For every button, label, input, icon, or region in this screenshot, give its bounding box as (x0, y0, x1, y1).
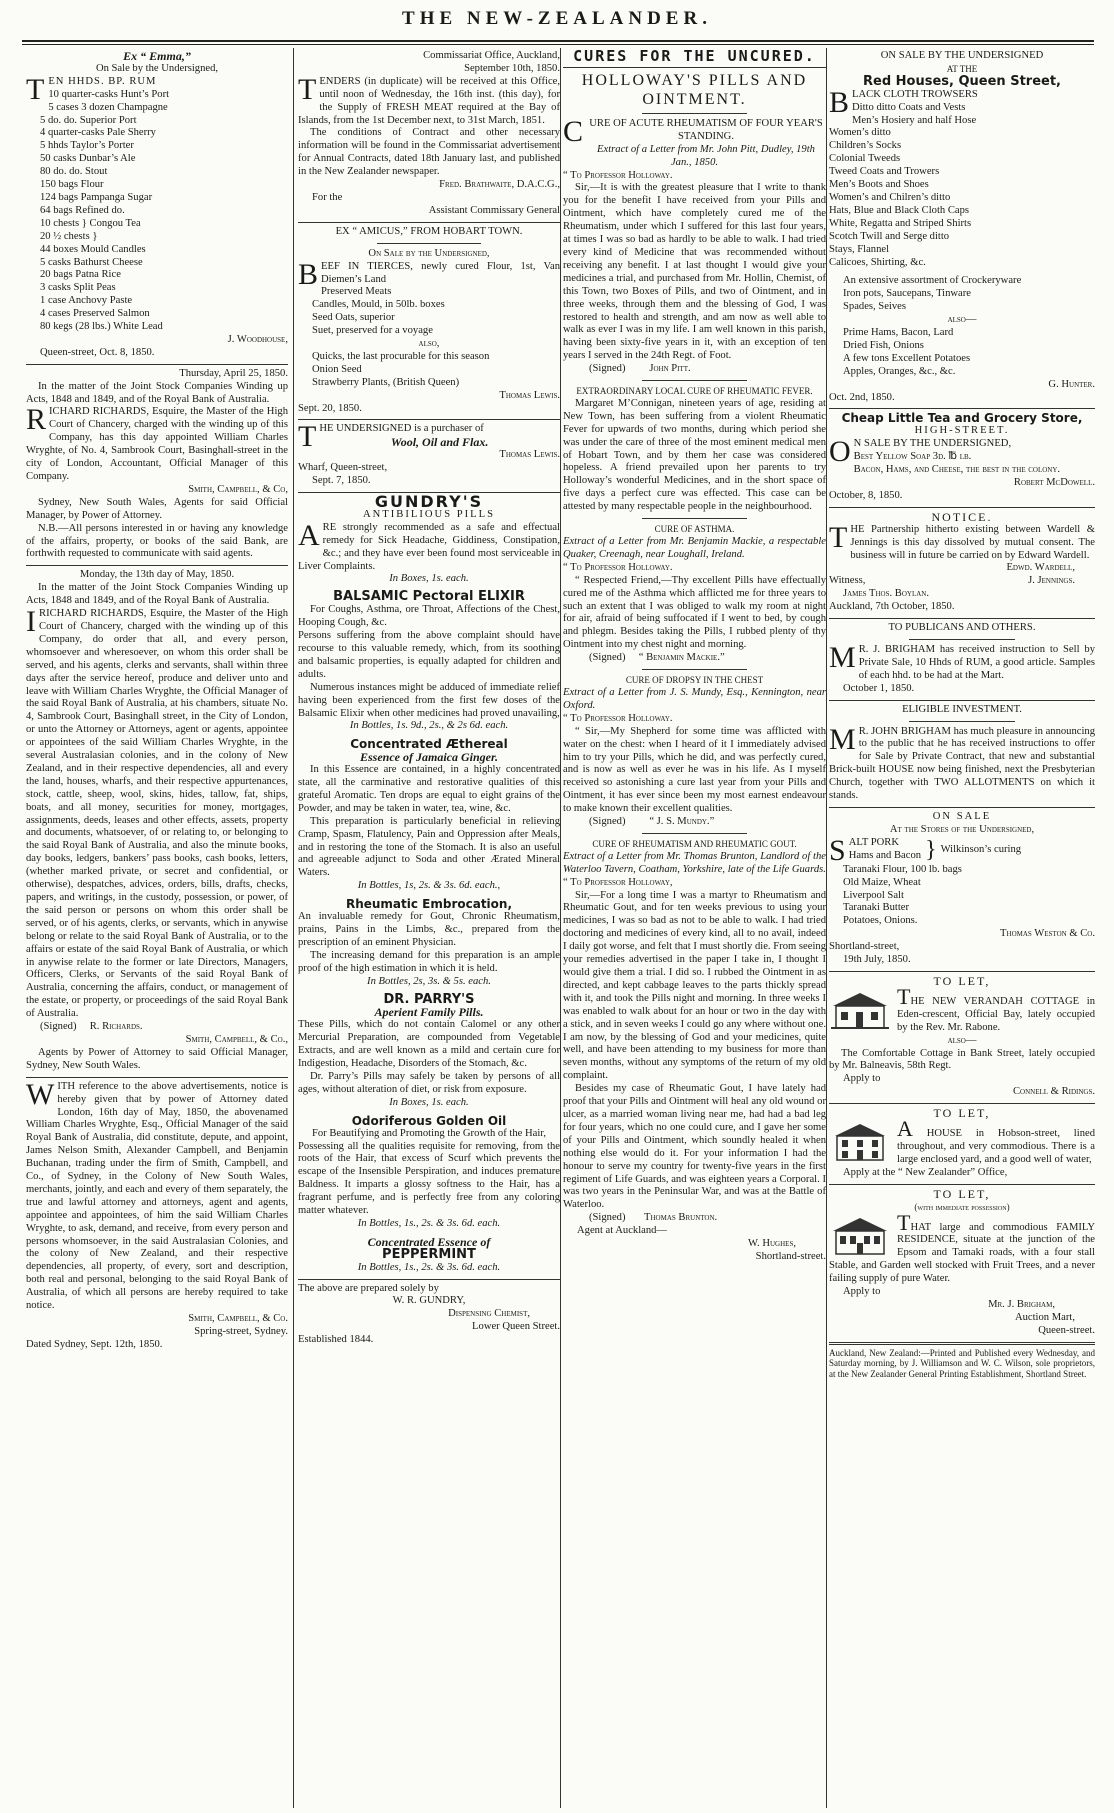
list-item: Children’s Socks (829, 140, 902, 152)
ad-body-3: Numerous instances might be adduced of immediate relief having been experienced from the first few doses of the Balsamic Elixir when other medicines had proved unavailing, (298, 681, 560, 719)
testimonial-asthma (563, 523, 826, 665)
list-item: Women’s ditto (829, 127, 891, 139)
ad-signature: Thomas Lewis. (499, 449, 560, 461)
list-item: 20 bags Patna Rice (40, 269, 121, 281)
list-item: 5 cases 3 dozen Champagne (48, 101, 168, 113)
ad-signature: Thomas Weston & Co. (1000, 928, 1095, 940)
ad-golden-oil (298, 1115, 560, 1231)
ad-date: Auckland, 7th October, 1850. (829, 601, 955, 613)
ad-signature: Thomas Lewis. (499, 389, 560, 401)
ad-amicus (298, 226, 560, 416)
tender-signature: Fred. Brathwaite, D.A.C.G., (439, 179, 560, 191)
ad-body: An invaluable remedy for Gout, Chronic Rheumatism, prains, Pains in the Limbs, &c., prepared from the prescription of an eminent Physician. (298, 911, 560, 948)
list-item: Taranaki Flour, 100 lb. bags (843, 863, 962, 875)
signatory-3: Queen-street. (1038, 1324, 1095, 1336)
notice-date: Thursday, April 25, 1850. (179, 367, 288, 379)
tender-office: Commissariat Office, Auckland, (423, 50, 560, 61)
ad-body-2: This preparation is particularly beneficial in relieving Cramp, Spasm, Flatulency, Pain and Oppression after Meals, and in restoring the tone of the Stomach. It is also an useful and agreeable adjunct to Soda and other Ærated Mineral Waters. (298, 815, 560, 879)
ad-price: In Bottles, 1s. 9d., 2s., & 2s 6d. each. (349, 720, 509, 732)
list-item: Scotch Twill and Serge ditto (829, 230, 950, 242)
signed-label: (Signed) (40, 1021, 77, 1033)
prep-role: Dispensing Chemist, (448, 1308, 530, 1320)
ad-street: HIGH-STREET. (914, 425, 1010, 437)
drop-cap: M (829, 640, 856, 674)
drop-cap: I (26, 605, 36, 639)
house-illustration (829, 990, 891, 1030)
notice-signature-detail: Agents by Power of Attorney to said Official Manager, Sydney, New South Wales. (26, 1046, 288, 1071)
ad-title: DR. PARRY'S (383, 991, 475, 1007)
holloway-banner: CURES FOR THE UNCURED. (573, 50, 816, 65)
holloway-title-2: OINTMENT. (642, 90, 747, 108)
ad-title: NOTICE. (931, 509, 993, 524)
masthead-rule-thin (22, 44, 1094, 45)
list-item: 10 chests } Congou Tea (40, 217, 141, 229)
ad-title: Concentrated Essence of (367, 1234, 491, 1249)
drop-cap: T (897, 1209, 911, 1235)
ad-body: In this Essence are contained, in a highly concentrated state, all the carminative and restorative qualities of this grateful Aromatic. Ten drops are equal to eight grains of the Powder, and may be taken in water, tea, wine, &c. (298, 764, 560, 814)
ad-body: HAT large and commodious FAMILY RESIDENCE, situate at the junction of the Epsom and Tamaki roads, with a four stall Stable, and Garden well stocked with Fruit Trees, and a never failing supply of pure Water. (829, 1221, 1095, 1285)
testimonial-body: “ Respected Friend,—Thy excellent Pills have effectually cured me of the Asthma which afflicted me for three years to such an extent that I was obliged to walk my room at night for air, afraid of being suffocated if I went to bed, by cough and phlegm. Besides taking the Pills, I rubbed plenty of thy Ointment into my chest night and morning. (563, 574, 826, 651)
list-item: 5 hhds Taylor’s Porter (40, 140, 134, 152)
ad-body: HOUSE in Hobson-street, lined throughout, and very commodious. There is a large enclosed yard, and a good well of water, (897, 1128, 1095, 1165)
list-item: 10 quarter-casks Hunt’s Port (48, 88, 170, 100)
list-item: 1 case Anchovy Paste (40, 295, 133, 307)
list-item: Preserved Meats (321, 286, 392, 298)
ad-line: Best Yellow Soap 3d. ℔ lb. (853, 451, 972, 463)
ad-body: HE Partnership hitherto existing between Wardell & Jennings is this day dissolved by mutual consent. The business will in future be carried on by Edward Wardell. (850, 523, 1095, 561)
witness-label: Witness, (829, 575, 866, 587)
testimonial-heading: EXTRAORDINARY LOCAL CURE OF RHEUMATIC FEVER. (576, 386, 813, 397)
testimonial-heading: CURE OF DROPSY IN THE CHEST (625, 675, 764, 686)
list-item: Iron pots, Saucepans, Tinware (843, 288, 971, 300)
drop-cap: M (829, 722, 856, 756)
ad-title: TO PUBLICANS AND OTHERS. (888, 622, 1036, 634)
ad-apply: Apply to (843, 1286, 881, 1298)
list-item: 124 bags Pampanga Sugar (40, 191, 153, 203)
list-item: 150 bags Flour (40, 179, 104, 191)
drop-cap: T (897, 983, 911, 1009)
testimonial-fever (563, 385, 826, 514)
ad-title-2: Aperient Family Pills. (374, 1005, 484, 1020)
house-illustration (829, 1122, 891, 1162)
ad-gundry (298, 492, 560, 586)
testimonial-extract: Extract of a Letter from Mr. Thomas Brunton, Landlord of the Waterloo Tavern, Coatham, Yorkshire, late of the Life Guards. (563, 850, 826, 875)
signed-name: Thomas Brunton. (644, 1212, 718, 1224)
notice-date: Monday, the 13th day of May, 1850. (79, 569, 235, 581)
drop-cap: O (829, 435, 851, 469)
prep-line: The above are prepared solely by (298, 1282, 439, 1294)
ad-price: In Boxes, 1s. each. (389, 573, 469, 585)
ad-title: GUNDRY'S (374, 492, 484, 511)
ad-parry (298, 991, 560, 1110)
ad-title: Red Houses, Queen Street, (863, 73, 1061, 89)
drop-cap: T (829, 520, 848, 554)
also-label: also, (418, 338, 440, 350)
notice-may (26, 569, 288, 1072)
holloway-title: HOLLOWAY'S PILLS AND (581, 71, 808, 89)
ad-emma (26, 50, 288, 360)
ad-first-line: LACK CLOTH TROWSERS (852, 88, 978, 100)
list-item: Ditto ditto Coats and Vests (852, 101, 966, 113)
ad-body: R. J. BRIGHAM has received instruction to Sell by Private Sale, 10 Hhds of RUM, a good article. Samples of each hhd. to be had at the Mart. (858, 643, 1095, 681)
goods-list (829, 864, 1095, 929)
drop-cap: R (26, 403, 47, 437)
testimonial-body: Sir,—It is with the greatest pleasure that I write to thank you for the benefit I have received from your Pills and Ointment, which have completely cured me of the Rheumatism, under which I suffered for this last four years, at times I was so bad as hardly to be able to walk. I had tried every kind of Medicine that was recommended without receiving any benefit. I at last thought I would give your medicines a trial, and purchased from Mr. Hollin, Chemist, of this Town, two Boxes of Pills, and two of Ointment, and in three weeks, through them and the blessing of God, I was restored to health and strength, and am now as well able to walk as ever I was in my life. I am well known in this parish, having been sixty-five years in it, with an exception of ten years I served in the 24th Regt. of Foot. (563, 182, 826, 362)
list-item: Calicoes, Shirting, &c. (829, 256, 926, 268)
ad-title: ON SALE (932, 810, 992, 822)
notice-signature: Smith, Campbell, & Co., (185, 1033, 288, 1045)
ad-wool (298, 420, 560, 488)
ad-red-houses (829, 50, 1095, 404)
ad-body: HE NEW VERANDAH COTTAGE in Eden-crescent, Official Bay, lately occupied by the Rev. Mr. Rabone. (897, 995, 1095, 1033)
ad-body: These Pills, which do not contain Calomel or any other Mercurial Preparation, are compounded from Vegetable Extracts, and are well known as a mild and certain cure for Indigestion, Headache, Disorders of the Stomach, &c. (298, 1019, 560, 1070)
column-rule (826, 48, 827, 1808)
ad-title-2: PEPPERMINT (382, 1246, 476, 1262)
ad-price: In Boxes, 1s. each. (389, 1096, 469, 1108)
signed-name: John Pitt. (649, 363, 691, 375)
agent-address: Shortland-street. (755, 1250, 826, 1262)
ad-title: BALSAMIC Pectoral ELIXIR (333, 589, 525, 605)
ad-body-2: The increasing demand for this preparation is an ample proof of the high estimation in which it is held. (298, 949, 560, 974)
ad-publicans (829, 622, 1095, 696)
ad-line-2: Hams and Bacon (848, 850, 922, 862)
drop-cap: B (829, 85, 850, 119)
ad-to-let-cottage (829, 975, 1095, 1099)
goods-list (26, 89, 288, 334)
ad-brace-note: Wilkinson’s curing (940, 843, 1022, 855)
drop-cap: S (829, 833, 846, 867)
signed-label: (Signed) (589, 816, 626, 828)
ad-peppermint (298, 1236, 560, 1275)
ad-first-line: HE UNDERSIGNED is a purchaser of (319, 423, 484, 435)
tender-for: For the (312, 191, 343, 203)
tender-role: Assistant Commissary General (428, 204, 560, 216)
ad-at: AT THE (946, 63, 978, 74)
notice-intro: In the matter of the Joint Stock Companies Winding up Acts, 1848 and 1849, and of the Royal Bank of Australia. (26, 380, 288, 405)
house-illustration (829, 1216, 891, 1256)
prep-established: Established 1844. (298, 1334, 374, 1346)
list-item: Men’s Hosiery and half Hose (852, 114, 977, 126)
ad-title: TO LET, (933, 974, 991, 988)
ad-subtitle: (with immediate possession) (914, 1201, 1010, 1212)
ad-price: In Bottles, 1s., 2s. & 3s. 6d. each. (357, 1261, 501, 1273)
testimonial-extract: Extract of a Letter from J. S. Mundy, Esq., Kennington, near Oxford. (563, 686, 826, 711)
ad-title: Concentrated Æthereal (350, 737, 508, 752)
ad-line: ALT PORK (848, 837, 900, 849)
ad-apply: Apply to (843, 1073, 881, 1085)
list-item: 80 kegs (28 lbs.) White Lead (40, 321, 163, 333)
ad-ginger (298, 738, 560, 893)
also-label: also— (947, 314, 977, 326)
notice-nb: N.B.—All persons interested in or having any knowledge of the affairs, property, or books of the said Bank, are forthwith requested to communicate with said agents. (26, 522, 288, 560)
ad-eligible-investment (829, 704, 1095, 803)
agent-label: Agent at Auckland— (577, 1225, 668, 1237)
list-item: Dried Fish, Onions (843, 339, 924, 351)
ad-body: For Coughs, Asthma, ore Throat, Affections of the Chest, Hooping Cough, &c. (298, 604, 560, 629)
testimonial-heading: CURE OF ASTHMA. (654, 524, 735, 535)
notice-april (26, 368, 288, 562)
ad-title: EX “ AMICUS,” FROM HOBART TOWN. (335, 225, 523, 237)
signed-label: (Signed) (589, 1212, 626, 1224)
brace-glyph: } (925, 836, 937, 863)
ad-product: Wool, Oil and Flax. (390, 435, 489, 450)
ad-to-let-residence (829, 1188, 1095, 1338)
notice-signature: Smith, Campbell, & Co. (188, 1313, 288, 1324)
testimonial-extract: Extract of a Letter from Mr. John Pitt, Dudley, 19th Jan., 1850. (597, 143, 815, 168)
tender-body-2: The conditions of Contract and other necessary information will be found in the Commissariat advertisement for Annual Contracts, dated 18th January last, and published in the New Zealander newspaper. (298, 127, 560, 178)
signatory-2: Auction Mart, (1014, 1311, 1075, 1323)
notice-with-reference (26, 1077, 288, 1352)
drop-cap: A (298, 518, 320, 552)
ad-price: In Bottles, 1s., 2s. & 3s. 6d. each. (357, 1217, 501, 1229)
ad-line-2: Bacon, Hams, and Cheese, the best in the colony. (853, 464, 1061, 476)
list-item: 64 bags Refined do. (40, 204, 125, 216)
agent-name: W. Hughes, (748, 1238, 796, 1250)
notice-body: RICHARD RICHARDS, Esquire, the Master of the High Court of Chancery, charged with the winding up of this Company, do order that all, and every person, whomsoever and wheresoever, on whom this order shall be served, and his agents, clerks and servants, shall within three days after the service hereof, produce and deliver unto and leave with William Charles Wryghte, the Official Manager of the said Royal Bank of Australia, at his chambers, situate No. 4, Sambrook Court, Basinghall street, in the City of London, or unto the Attorney or Attorneys, agent or agents, appointee or appointees of the said William Charles Wryghte, in the several Australasian colonies, and in the colony of New Zealand, and in their respective dependencies, all and every the land, houses, wharfs, and their respective appurtenances, stock, cattle, sheep, wool, skins, hides, tallow, fat, ships, boats, and all money, securities for money, mortgages, assignments, deeds, leases and other effects, assets, property and documents, whatsoever, of or relating to, or belonging to the said Royal Bank of Australia, and also the minute books, day books, ledgers, bankers’ pass books, cash books, letters, (whether marked private, or secret and confidential, or otherwise), despatches, advices, orders, bills, drafts, checks, papers, and writings, in the custody, possession, or power, of the said person or persons on whom this order shall be served, or of his agents, clerks, or servants, which in anywise belong or relate to the said Royal Bank of Australia, or to the affairs or estate of the said Royal Bank of Australia, or which in anywise relate to the former or late Directors, Managers, Officers, Clerks, or Servants of the said Royal Bank of Australia, concerning the affairs, conduct, or management of the estate, or property, or proceedings of the said Royal Bank of Australia. (26, 608, 288, 1020)
ad-body-2: Dr. Parry’s Pills may safely be taken by persons of all ages, without alteration of diet, or risk from exposure. (298, 1070, 560, 1095)
list-item: 20 ½ chests } (40, 230, 98, 242)
list-item: A few tons Excellent Potatoes (843, 352, 971, 364)
list-item: 80 do. do. Stout (40, 166, 108, 178)
drop-cap: C (563, 114, 584, 148)
ad-subtitle: At the Stores of the Undersigned, (889, 823, 1035, 835)
testimonial-to: “ To Professor Holloway. (563, 712, 673, 724)
list-item: White, Regatta and Striped Shirts (829, 217, 972, 229)
tender-date: September 10th, 1850. (464, 62, 560, 74)
list-item: 5 casks Bathurst Cheese (40, 256, 143, 268)
masthead: THE NEW-ZEALANDER. (402, 8, 712, 29)
list-item: Taranaki Butter (843, 902, 910, 914)
testimonial-body-2: Besides my case of Rheumatic Gout, I have lately had proof that your Pills and Ointment will heal any old wound or ulcer, as a married woman living near me, had had a bad leg for four years, which no one could cure, and I gave her some of your Pills and Ointment, which soundly healed it when nothing else would do it. For your information I had the honour to serve my country for twenty-five years in the first regiment of Life Guards, and was eighteen years a Corporal. I was two years in the Peninsular War, and was at the Battle of Waterloo. (563, 1083, 826, 1211)
ad-date: October 1, 1850. (843, 682, 915, 694)
ad-date: Oct. 2nd, 1850. (829, 391, 895, 403)
ad-signature: J. Woodhouse, (227, 333, 288, 345)
list-item: 4 cases Preserved Salmon (40, 308, 150, 320)
list-item: Women’s and Chilren’s ditto (829, 191, 951, 203)
signed-name: “ Benjamin Mackie.” (638, 652, 725, 664)
ad-date: 19th July, 1850. (843, 954, 911, 966)
ad-to-let-hobson (829, 1107, 1095, 1180)
ad-first-line: EEF IN TIERCES, newly cured Flour, 1st, Van Diemen’s Land (321, 260, 560, 285)
drop-cap: T (26, 72, 46, 106)
list-item: Quicks, the last procurable for this season (312, 350, 490, 362)
ad-title: Rheumatic Embrocation, (345, 897, 513, 912)
ad-crockery: An extensive assortment of Crockeryware (843, 275, 1022, 287)
ad-balsamic (298, 591, 560, 733)
list-item: Prime Hams, Bacon, Lard (843, 327, 954, 339)
ad-body-2: The Comfortable Cottage in Bank Street, lately occupied by Mr. Balneavis, 58th Regt. (829, 1047, 1095, 1072)
ad-signature: Robert McDowell. (1013, 477, 1095, 488)
list-item: Colonial Tweeds (829, 153, 901, 165)
ad-body: R. JOHN BRIGHAM has much pleasure in announcing to the public that he has received instructions to offer for Sale by Private Contract, that new and substantial Brick-built HOUSE now being finished, next the Presbyterian Church, together with TWO ALLOTMENTS on which it stands. (829, 725, 1095, 802)
notice-signature: Smith, Campbell, & Co, (188, 483, 288, 495)
column-1 (26, 50, 288, 1805)
ad-place: Shortland-street, (829, 941, 900, 953)
list-item: Seed Oats, superior (312, 312, 395, 324)
list-item: Apples, Oranges, &c., &c. (843, 365, 956, 377)
ad-tender (298, 50, 560, 218)
ad-notice (829, 511, 1095, 614)
drop-cap: T (298, 72, 317, 106)
ad-date: Queen-street, Oct. 8, 1850. (40, 346, 155, 358)
also-label: also— (947, 1034, 977, 1046)
testimonial-rheumatism (563, 114, 826, 376)
ad-embrocation (298, 898, 560, 988)
testimonial-body: Margaret M’Connigan, nineteen years of age, residing at New Town, has been suffering from a violent Rheumatic Fever for upwards of two months, during which period she was under the care of three of the most eminent medical men of Hobart Town, and by them her case was considered hopeless. A friend prevailed upon her parents to try Holloway’s wonderful Medicines, and in the short space of five days a perfect cure was effected. This case can be attested by many respectable people in the neighbourhood. (563, 397, 826, 513)
column-rule (293, 48, 294, 1808)
signatory-3: James Thos. Boylan. (843, 588, 930, 600)
testimonial-to: “ To Professor Holloway, (563, 876, 673, 888)
ad-subtitle: On Sale by the Undersigned, (95, 62, 219, 74)
goods-list (829, 327, 1095, 379)
testimonial-body: “ Sir,—My Shepherd for some time was afflicted with water on the chest: when I heard of it I immediately advised him to try your Pills, which he did, and was perfectly cured, and is now as well as ever he was in his life. As I myself received so astonishing a cure last year from your Pills and Ointment, it has ever since been my most earnest endeavour to make known their excellent qualities. (563, 725, 826, 815)
ad-body-2: Persons suffering from the above complaint should have recourse to this valuable remedy, which, from its soothing and balsamic properties, is equally adapted for children and adults. (298, 630, 560, 680)
notice-intro: In the matter of the Joint Stock Companies Winding up Acts, 1848 and 1849, and of the Royal Bank of Australia. (26, 582, 288, 607)
ad-price: In Bottles, 2s, 3s. & 5s. each. (367, 975, 491, 987)
goods-list (829, 102, 1095, 270)
drop-cap: T (298, 420, 317, 454)
notice-date: Dated Sydney, Sept. 12th, 1850. (26, 1338, 163, 1350)
ad-title-2: Essence of Jamaica Ginger. (360, 750, 498, 765)
column-3 (563, 50, 826, 1805)
drop-cap: W (26, 1077, 55, 1111)
goods-list (298, 351, 560, 390)
ad-body-2: Possessing all the qualities requisite for removing, from the roots of the Hair, that excess of Scurf which prevents the escape of the Insensible Perspiration, and induces premature Baldness. It imparts a glossy softness to the Hair, has a fragrant perfume, and is perfectly free from any coloring matter whatever. (298, 1140, 560, 1217)
ad-body: RE strongly recommended as a safe and effectual remedy for Sick Headache, Giddiness, Constipation, &c.; and they have ever been found most serviceable in Liver Complaints. (298, 521, 560, 572)
list-item: Tweed Coats and Trowers (829, 166, 940, 178)
drop-cap: B (298, 257, 319, 291)
ad-subtitle: On Sale by the Undersigned, (368, 247, 490, 259)
list-item: Strawberry Plants, (British Queen) (312, 376, 460, 388)
ad-body: For Beautifying and Promoting the Growth of the Hair, (311, 1127, 547, 1139)
ad-prepared-by (298, 1283, 560, 1348)
signed-name: R. Richards. (89, 1021, 143, 1033)
ad-subtitle: ON SALE BY THE UNDERSIGNED (880, 50, 1044, 61)
testimonial-heading: CURE OF RHEUMATISM AND RHEUMATIC GOUT. (592, 838, 797, 849)
ad-tea-store (829, 412, 1095, 502)
list-item: Suet, preserved for a voyage (312, 325, 433, 337)
ad-first-line: N SALE BY THE UNDERSIGNED, (853, 438, 1012, 450)
list-item: Candles, Mould, in 50lb. boxes (312, 299, 445, 311)
goods-list (298, 286, 560, 338)
testimonial-gout (563, 838, 826, 1264)
masthead-rule (22, 40, 1094, 42)
list-item: 44 boxes Mould Candles (40, 243, 146, 255)
ad-apply: Apply at the “ New Zealander” Office, (843, 1166, 1008, 1178)
ad-date: October, 8, 1850. (829, 489, 903, 501)
ad-title: ELIGIBLE INVESTMENT. (902, 703, 1022, 715)
list-item: Liverpool Salt (843, 889, 904, 901)
testimonial-dropsy (563, 674, 826, 829)
signed-label: (Signed) (589, 363, 626, 375)
testimonial-heading: URE OF ACUTE RHEUMATISM OF FOUR YEAR'S STANDING. (589, 117, 823, 142)
list-item: Men’s Boots and Shoes (829, 179, 929, 191)
list-item: Stays, Flannel (829, 243, 890, 255)
prep-name: W. R. GUNDRY, (392, 1295, 466, 1307)
signed-label: (Signed) (589, 652, 626, 664)
notice-body: ICHARD RICHARDS, Esquire, the Master of the High Court of Chancery, charged with the winding up of this Company, has this day appointed William Charles Wryghte, of No. 4, Sambrook Court, Basinghall-street in the city of London, Accountant, Official Manager of this Company. (26, 406, 288, 482)
notice-signature-detail: Sydney, New South Wales, Agents for said Official Manager, by Power of Attorney. (26, 496, 288, 521)
ad-signature: G. Hunter. (1048, 378, 1095, 390)
list-item: Hats, Blue and Black Cloth Caps (829, 204, 970, 216)
list-item: Potatoes, Onions. (843, 915, 918, 927)
ad-title: Ex “ Emma,” (123, 50, 191, 63)
signatory: Mr. J. Brigham, (988, 1298, 1055, 1310)
signatory-2: J. Jennings. (1028, 575, 1075, 587)
ad-salt-pork (829, 811, 1095, 967)
list-item: Onion Seed (312, 363, 362, 375)
list-item: 4 quarter-casks Pale Sherry (40, 127, 156, 139)
testimonial-body: Sir,—For a long time I was a martyr to Rheumatism and Rheumatic Gout, and for ten weeks previous to using your medicines, I was so bad as not to be able to walk. I had tried doctoring and medicines of every kind, all to no avail, indeed I daily got worse, and felt that I must shortly die. From seeing your remedies advertised in the paper I take in, I thought I would give them a trial. I did so. I rubbed the Ointment in as directed, and kept cabbage leaves to the parts thickly spread with it, and took the Pills night and morning. In three weeks I was enabled to walk about for an hour or two in the day with a stick, and in seven weeks I could go any where without one. I am now, by the blessing of God and your medicines, quite well, and have been attending to my business for more than seven months, without any symptoms of the return of my old complaint. (563, 889, 826, 1082)
testimonial-to: “ To Professor Holloway. (563, 169, 673, 181)
prep-address: Lower Queen Street. (472, 1321, 560, 1333)
ad-place: Wharf, Queen-street, (298, 462, 388, 474)
drop-cap: A (897, 1116, 913, 1142)
goods-list (829, 288, 1095, 314)
ad-signature: Connell & Ridings. (1012, 1086, 1095, 1098)
ad-first-line: EN HHDS. BP. RUM (48, 75, 157, 87)
list-item: Spades, Seives (843, 301, 906, 313)
column-4 (829, 50, 1095, 1805)
notice-body: ITH reference to the above advertisements, notice is hereby given that by power of Attorney dated London, 16th day of May, 1850, the abovenamed William Charles Wryghte, Esq., Official Manager of the said Royal Bank of Australia, did constitute, depute, and appoint, James Nelson Smith, Alexander Campbell, and Benjamin Buchanan, trading under the firm of Smith, Campbell, and Co., of Sydney, in the Colony of New South Wales, merchants, jointly, and each and every of them separately, the true and lawful attorney and attorneys, agent and agents, appointee and appointees, of him the said William Charles Wryghte, to ask, demand, and receive, from every person and persons whomsoever, in the said Australasian Colonies, and the colony of New Zealand, and their respective dependencies, all property, of every, sort and description, both real and personal, belonging to the said Royal Bank of Australia, of which all persons are hereby required to take notice. (26, 1080, 288, 1312)
ad-subtitle: ANTIBILIOUS PILLS (363, 508, 495, 520)
notice-address: Spring-street, Sydney. (194, 1325, 288, 1337)
ad-date: Sept. 7, 1850. (312, 475, 371, 487)
list-item: 5 do. do. Superior Port (40, 114, 137, 126)
testimonial-extract: Extract of a Letter from Mr. Benjamin Mackie, a respectable Quaker, Creenagh, near Loughall, Ireland. (563, 536, 826, 560)
list-item: 50 casks Dunbar’s Ale (40, 153, 136, 165)
tender-body: ENDERS (in duplicate) will be received at this Office, until noon of Wednesday, the 16th inst. (this day), for the Supply of FRESH MEAT required at the Bay of Islands, from the 1st December next, to 31st March, 1851. (298, 75, 560, 126)
ad-price: In Bottles, 1s, 2s. & 3s. 6d. each., (357, 880, 501, 892)
ad-date: Sept. 20, 1850. (298, 402, 362, 414)
signed-name: “ J. S. Mundy.” (649, 816, 715, 828)
signatory: Edwd. Wardell, (1006, 562, 1075, 574)
column-2 (298, 50, 560, 1805)
printer-imprint: Auckland, New Zealand:—Printed and Published every Wednesday, and Saturday morning, by J. Williamson and W. C. Wilson, sole proprietors, at the New Zealander General Printing Establishment, Shortland Street. (829, 1347, 1095, 1379)
ad-title: Cheap Little Tea and Grocery Store, (841, 411, 1083, 426)
ad-title: TO LET, (933, 1106, 991, 1121)
list-item: Old Maize, Wheat (843, 876, 921, 888)
testimonial-to: “ To Professor Holloway. (563, 561, 673, 573)
ad-title: Odoriferous Golden Oil (351, 1113, 507, 1128)
list-item: 3 casks Split Peas (40, 282, 116, 294)
column-rule (560, 48, 561, 1808)
ad-title: TO LET, (933, 1186, 991, 1201)
